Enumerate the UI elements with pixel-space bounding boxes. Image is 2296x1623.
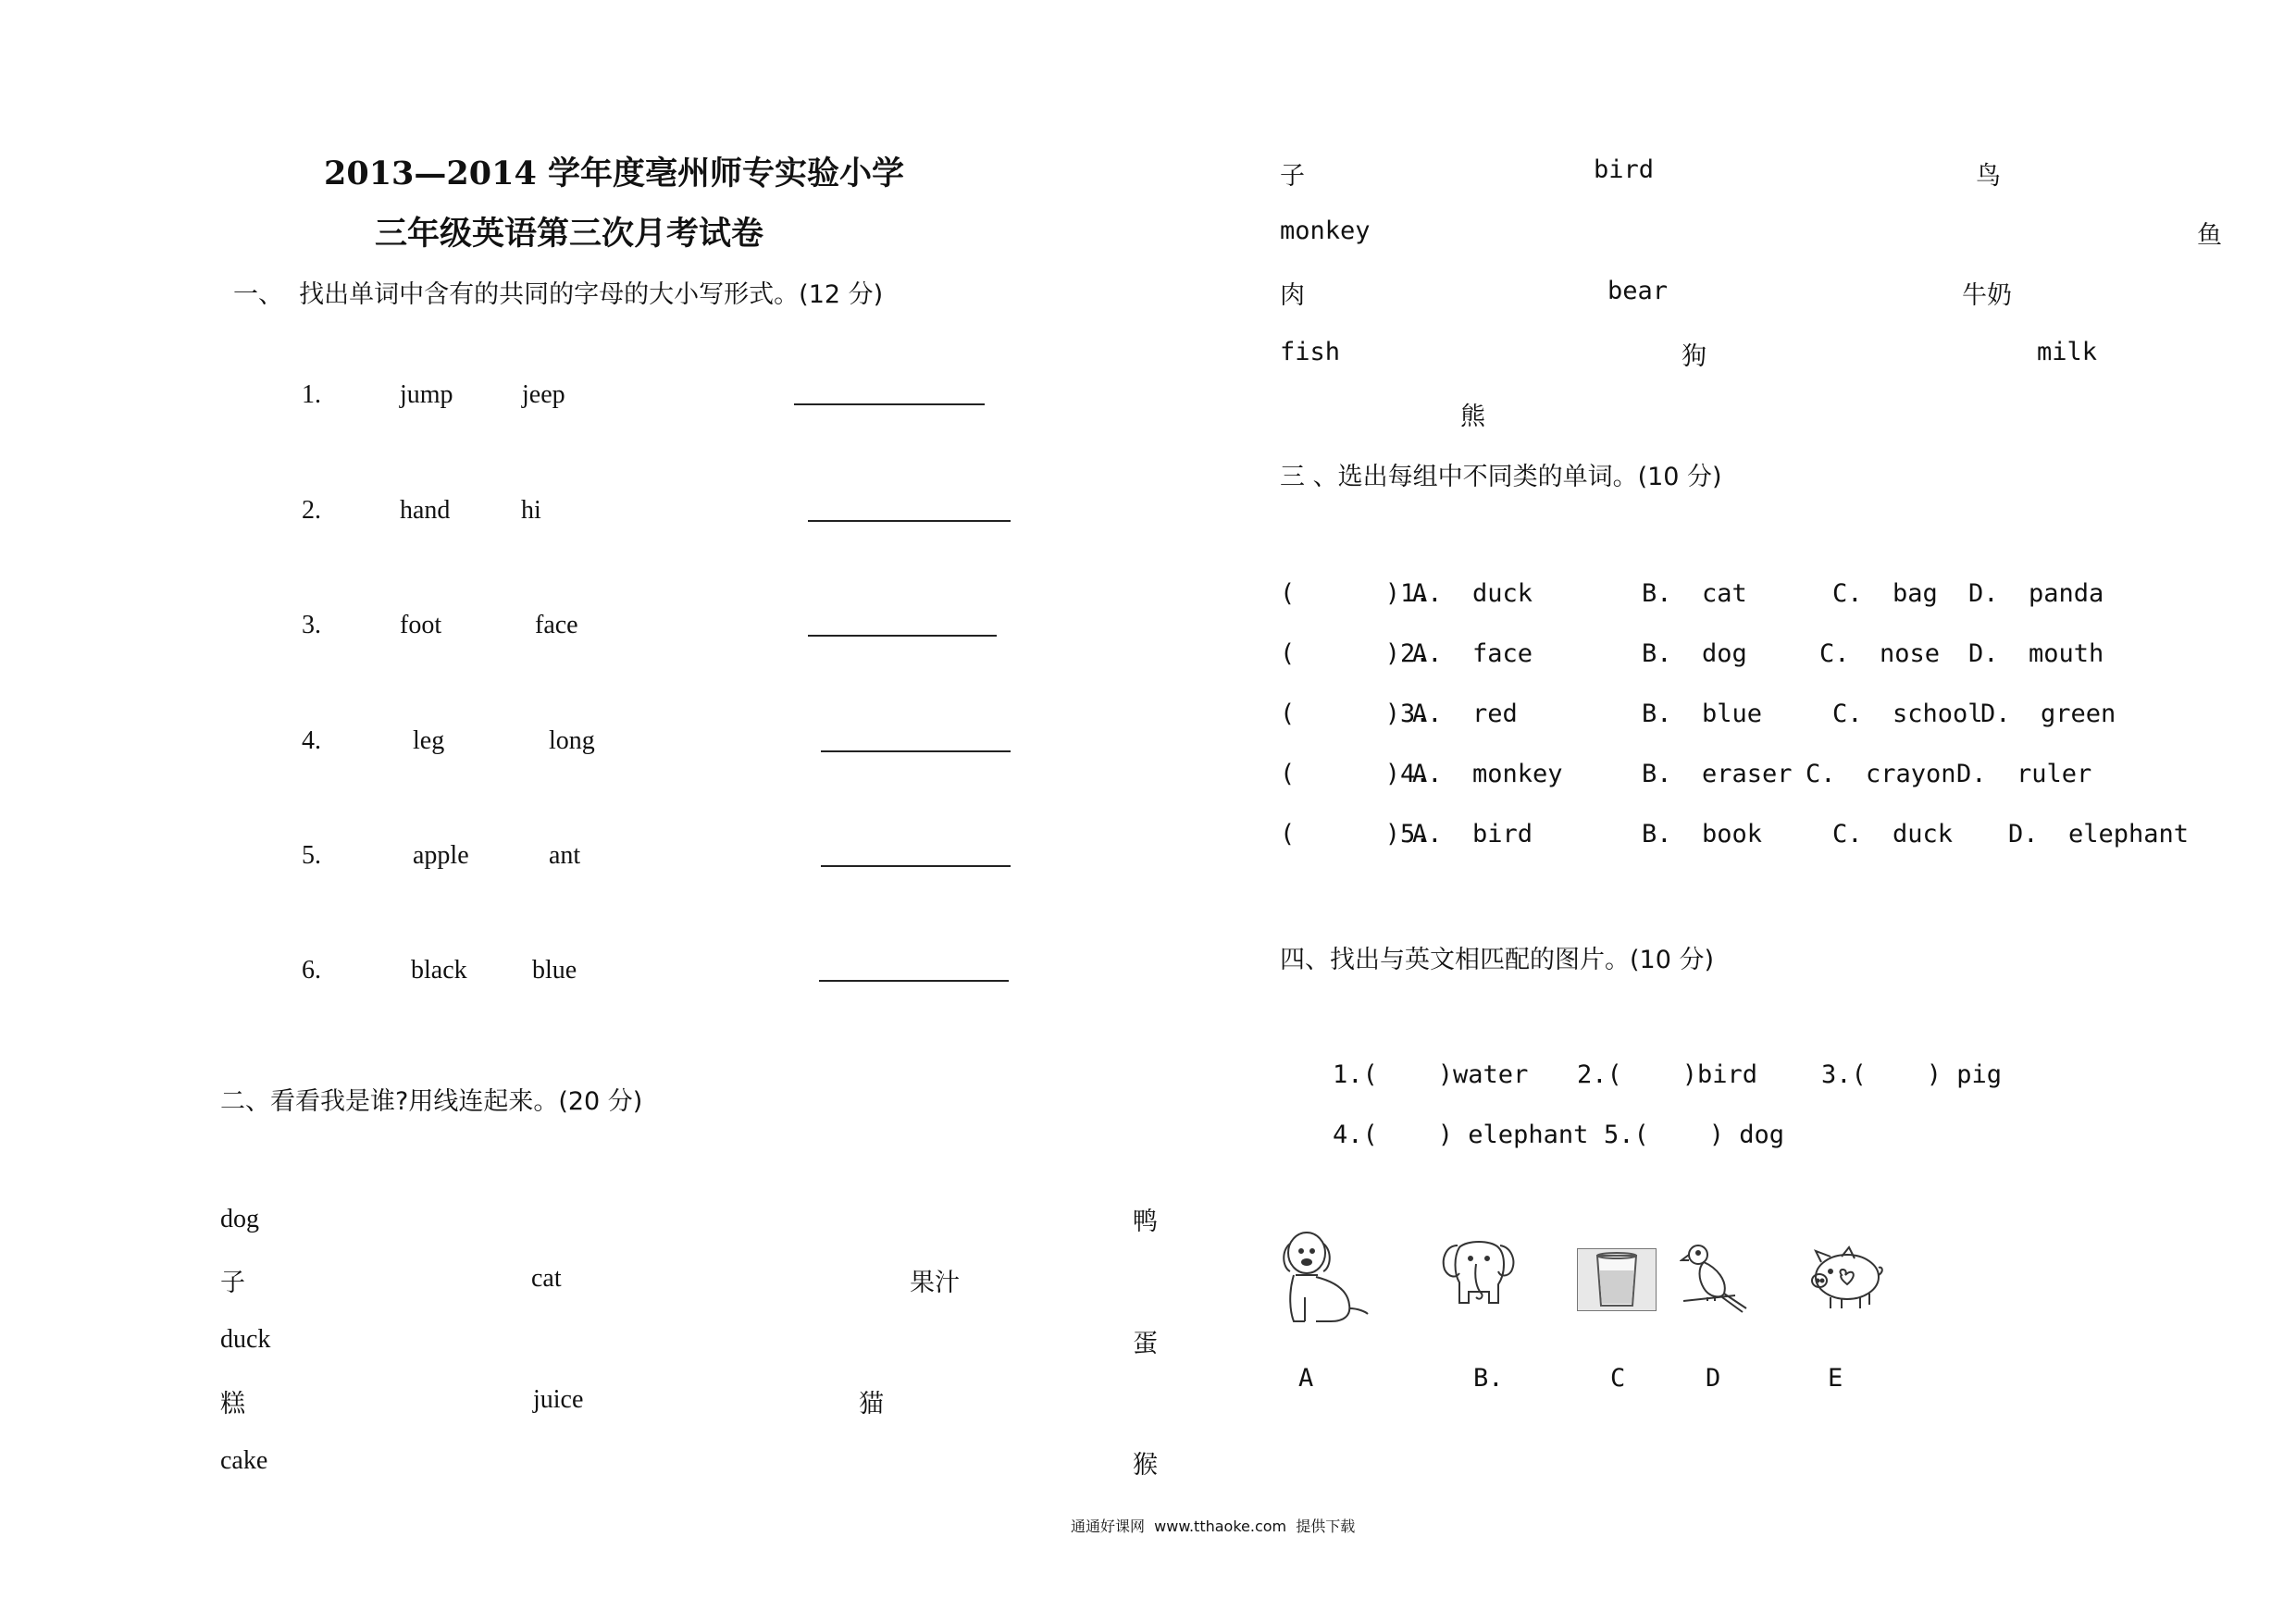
item-word-2: hi — [521, 496, 541, 525]
answer-paren[interactable]: ( )3. — [1280, 700, 1431, 728]
option-a: A. face — [1412, 639, 1533, 668]
option-a: A. red — [1412, 700, 1518, 728]
option-b: B. cat — [1642, 579, 1747, 608]
option-d: D. panda — [1968, 579, 2104, 608]
answer-blank[interactable] — [808, 520, 1011, 522]
match-word: 肉 — [1280, 281, 1305, 310]
section4-heading: 四、找出与英文相匹配的图片。(10 分) — [1280, 946, 1715, 974]
answer-paren[interactable]: ( )1. — [1280, 579, 1431, 608]
item-word-1: jump — [400, 380, 453, 409]
picture-match-item[interactable]: 2.( )bird — [1577, 1060, 1758, 1089]
pig-picture — [1805, 1244, 1884, 1314]
item-number: 4. — [302, 726, 321, 755]
match-word: juice — [533, 1385, 584, 1414]
item-number: 5. — [302, 841, 321, 870]
picture-label: B. — [1473, 1364, 1504, 1393]
item-word-1: leg — [413, 726, 445, 755]
answer-paren[interactable]: ( )5. — [1280, 820, 1431, 849]
water-glass-picture — [1577, 1248, 1657, 1311]
match-word: 蛋 — [1133, 1330, 1158, 1358]
section3-heading: 三 、选出每组中不同类的单词。(10 分) — [1280, 463, 1722, 491]
option-c: C. nose — [1819, 639, 1941, 668]
picture-label: D — [1706, 1364, 1721, 1393]
match-word: 熊 — [1460, 403, 1485, 431]
item-word-1: hand — [400, 496, 451, 525]
section2-heading: 二、看看我是谁?用线连起来。(20 分) — [220, 1087, 643, 1116]
match-word: 狗 — [1682, 342, 1706, 371]
item-number: 2. — [302, 496, 321, 525]
option-a: A. bird — [1412, 820, 1533, 849]
answer-blank[interactable] — [821, 865, 1011, 867]
match-word: 鸟 — [1976, 162, 2001, 191]
match-word: 猴 — [1133, 1451, 1158, 1480]
picture-label: A — [1298, 1364, 1314, 1393]
item-word-1: foot — [400, 611, 442, 639]
match-word: 糕 — [220, 1390, 245, 1419]
item-word-2: face — [535, 611, 578, 639]
answer-blank[interactable] — [808, 635, 997, 637]
match-word: bear — [1607, 277, 1669, 305]
option-b: B. blue — [1642, 700, 1763, 728]
exam-title-line2: 三年级英语第三次月考试卷 — [375, 215, 764, 253]
answer-paren[interactable]: ( )2. — [1280, 639, 1431, 668]
item-word-2: jeep — [522, 380, 565, 409]
option-d: D. green — [1980, 700, 2116, 728]
picture-match-item[interactable]: 3.( ) pig — [1821, 1060, 2003, 1089]
match-word: 果汁 — [910, 1269, 960, 1297]
option-d: D. elephant — [2008, 820, 2190, 849]
item-number: 6. — [302, 956, 321, 985]
option-c: C. bag — [1832, 579, 1938, 608]
match-word: bird — [1594, 155, 1655, 184]
option-c: C. crayon — [1806, 760, 1956, 788]
picture-label: E — [1828, 1364, 1843, 1393]
match-word: 猫 — [859, 1390, 884, 1419]
item-number: 1. — [302, 380, 321, 409]
item-number: 3. — [302, 611, 321, 639]
option-b: B. dog — [1642, 639, 1747, 668]
match-word: 鸭 — [1133, 1208, 1158, 1236]
item-word-1: black — [411, 956, 467, 985]
option-d: D. mouth — [1968, 639, 2104, 668]
elephant-picture — [1439, 1236, 1519, 1310]
option-b: B. eraser — [1642, 760, 1793, 788]
match-word: 鱼 — [2197, 221, 2222, 250]
picture-match-item[interactable]: 4.( ) elephant — [1333, 1121, 1589, 1149]
answer-blank[interactable] — [794, 403, 985, 405]
exam-title-line1: 2013—2014 学年度亳州师专实验小学 — [324, 155, 905, 192]
picture-match-item[interactable]: 5.( ) dog — [1604, 1121, 1785, 1149]
option-b: B. book — [1642, 820, 1763, 849]
option-a: A. monkey — [1412, 760, 1563, 788]
option-d: D. ruler — [1956, 760, 2092, 788]
match-word: milk — [2037, 338, 2098, 366]
answer-paren[interactable]: ( )4. — [1280, 760, 1431, 788]
match-word: fish — [1280, 338, 1341, 366]
option-a: A. duck — [1412, 579, 1533, 608]
dog-picture — [1275, 1223, 1371, 1327]
item-word-2: long — [549, 726, 595, 755]
section1-heading: 一、 找出单词中含有的共同的字母的大小写形式。(12 分) — [233, 280, 884, 309]
match-word: 子 — [1280, 162, 1305, 191]
answer-blank[interactable] — [819, 980, 1009, 982]
match-word: dog — [220, 1205, 259, 1233]
bird-picture — [1680, 1240, 1752, 1314]
item-word-2: blue — [532, 956, 577, 985]
match-word: 子 — [220, 1269, 245, 1297]
item-word-2: ant — [549, 841, 581, 870]
item-word-1: apple — [413, 841, 469, 870]
option-c: C. duck — [1832, 820, 1954, 849]
match-word: duck — [220, 1325, 271, 1354]
picture-label: C — [1610, 1364, 1626, 1393]
match-word: 牛奶 — [1962, 281, 2012, 310]
match-word: cake — [220, 1446, 268, 1475]
answer-blank[interactable] — [821, 750, 1011, 752]
option-c: C. school — [1832, 700, 1983, 728]
picture-match-item[interactable]: 1.( )water — [1333, 1060, 1529, 1089]
match-word: cat — [531, 1264, 562, 1293]
page-footer: 通通好课网 www.tthaoke.com 提供下载 — [1071, 1518, 1356, 1535]
match-word: monkey — [1280, 217, 1371, 245]
